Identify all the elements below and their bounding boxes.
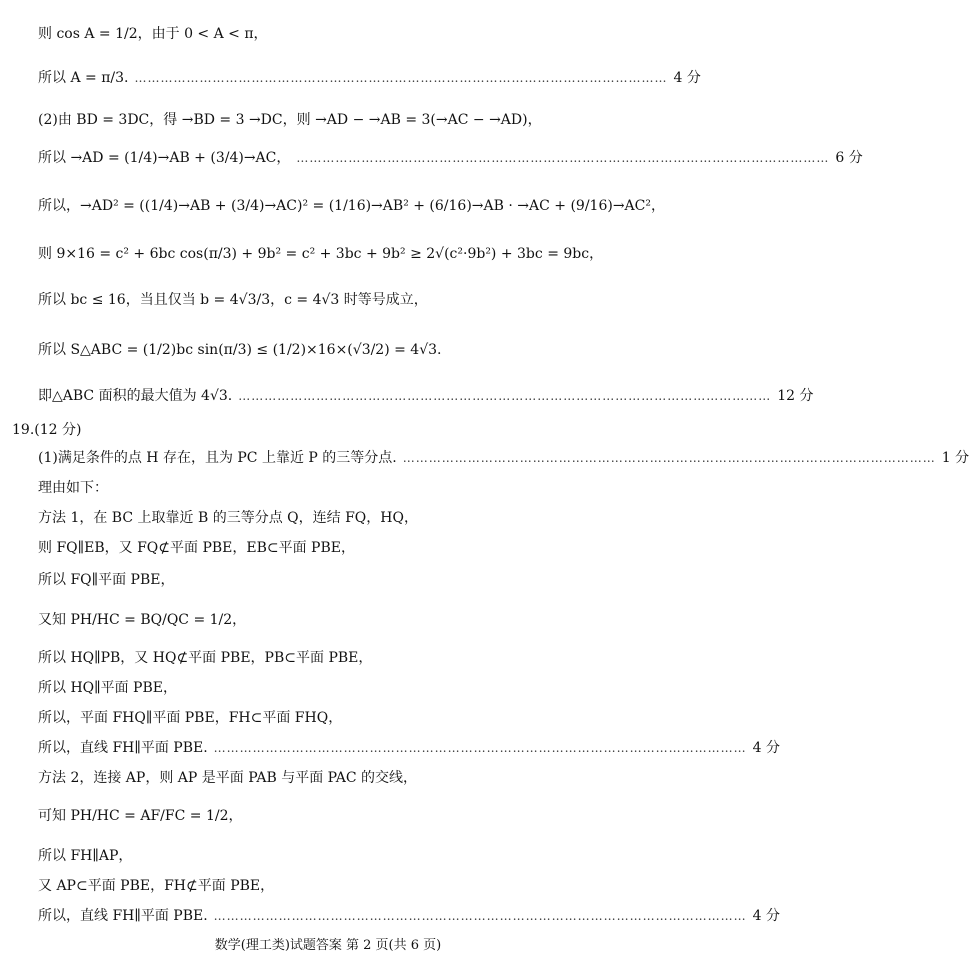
score-points: 12 分: [777, 388, 814, 404]
answer-line-23: [38, 846, 644, 866]
answer-line-19: [38, 708, 644, 728]
answer-line-14: [38, 538, 644, 558]
answer-line-9: [38, 386, 814, 406]
answer-line-15: [38, 570, 644, 590]
line-text: 则 cos A = 1/2，由于 0 < A < π，: [38, 26, 268, 42]
answer-line-4: [38, 148, 863, 168]
line-text: 即△ABC 面积的最大值为 4√3.: [38, 388, 233, 404]
answer-line-11: [38, 448, 969, 468]
answer-line-3: [38, 110, 644, 130]
leader-dots: ……………………………………………………………………………………………………………: [402, 451, 936, 465]
answer-line-21: [38, 768, 644, 788]
leader-dots: ……………………………………………………………………………………………………………: [213, 909, 747, 923]
leader-dots: ……………………………………………………………………………………………………………: [296, 151, 830, 165]
line-text: 可知 PH/HC = AF/FC = 1/2，: [38, 808, 243, 824]
line-text: 理由如下：: [38, 480, 108, 496]
answer-line-5: [38, 196, 665, 216]
line-text: 所以，直线 FH∥平面 PBE.: [38, 740, 208, 756]
score-points: 1 分: [941, 450, 969, 466]
line-text: 则 9×16 = c² + 6bc cos(π/3) + 9b² = c² + 3bc + 9b² ≥ 2√(c²·9b²) + 3bc = 9bc，: [38, 246, 604, 262]
line-text: 又知 PH/HC = BQ/QC = 1/2，: [38, 612, 247, 628]
line-text: 所以 A = π/3.: [38, 70, 129, 86]
line-text: 所以，→AD² = ((1/4)→AB + (3/4)→AC)² = (1/16)→AB² + (6/16)→AB · →AC + (9/16)→AC²，: [38, 198, 665, 214]
leader-dots: ……………………………………………………………………………………………………………: [238, 389, 772, 403]
line-text: (1)满足条件的点 H 存在，且为 PC 上靠近 P 的三等分点.: [38, 450, 397, 466]
answer-line-17: [38, 648, 644, 668]
line-text: 所以 FQ∥平面 PBE，: [38, 572, 175, 588]
answer-line-20: [38, 738, 781, 758]
score-points: 4 分: [752, 908, 781, 924]
answer-line-24: [38, 876, 644, 896]
line-text: 所以 →AD = (1/4)→AB + (3/4)→AC，: [38, 150, 291, 166]
answer-line-6: [38, 244, 644, 264]
answer-line-8: [38, 340, 644, 360]
answer-line-18: [38, 678, 644, 698]
line-text: 所以 HQ∥平面 PBE，: [38, 680, 177, 696]
question-number: [12, 420, 81, 440]
line-text: 又 AP⊂平面 PBE，FH⊄平面 PBE，: [38, 878, 275, 894]
line-text: 所以 S△ABC = (1/2)bc sin(π/3) ≤ (1/2)×16×(√3/2) = 4√3.: [38, 342, 442, 358]
leader-dots: ……………………………………………………………………………………………………………: [213, 741, 747, 755]
line-text: 所以 HQ∥PB，又 HQ⊄平面 PBE，PB⊂平面 PBE，: [38, 650, 373, 666]
line-text: 所以，平面 FHQ∥平面 PBE，FH⊂平面 FHQ，: [38, 710, 343, 726]
answer-line-25: [38, 906, 781, 926]
line-text: 所以 FH∥AP，: [38, 848, 133, 864]
page-footer: [0, 934, 656, 953]
answer-line-16: [38, 610, 644, 630]
score-points: 4 分: [752, 740, 781, 756]
line-text: 方法 2，连接 AP，则 AP 是平面 PAB 与平面 PAC 的交线，: [38, 770, 418, 786]
line-text: 所以，直线 FH∥平面 PBE.: [38, 908, 208, 924]
line-text: 所以 bc ≤ 16，当且仅当 b = 4√3/3，c = 4√3 时等号成立，: [38, 292, 428, 308]
line-text: 方法 1，在 BC 上取靠近 B 的三等分点 Q，连结 FQ，HQ，: [38, 510, 418, 526]
answer-line-2: [38, 68, 701, 88]
answer-line-22: [38, 806, 644, 826]
score-points: 6 分: [835, 150, 863, 166]
line-text: 则 FQ∥EB，又 FQ⊄平面 PBE，EB⊂平面 PBE，: [38, 540, 355, 556]
line-text: 19.(12 分): [12, 422, 82, 438]
footer-text: 数学(理工类)试题答案 第 2 页(共 6 页): [214, 938, 442, 953]
score-points: 4 分: [673, 70, 701, 86]
answer-line-13: [38, 508, 644, 528]
leader-dots: ……………………………………………………………………………………………………………: [134, 71, 668, 85]
answer-line-12: [38, 478, 644, 498]
answer-line-1: [38, 24, 644, 44]
line-text: (2)由 BD = 3DC，得 →BD = 3 →DC，则 →AD − →AB = 3(→AC − →AD)，: [38, 112, 542, 128]
answer-line-7: [38, 290, 644, 310]
